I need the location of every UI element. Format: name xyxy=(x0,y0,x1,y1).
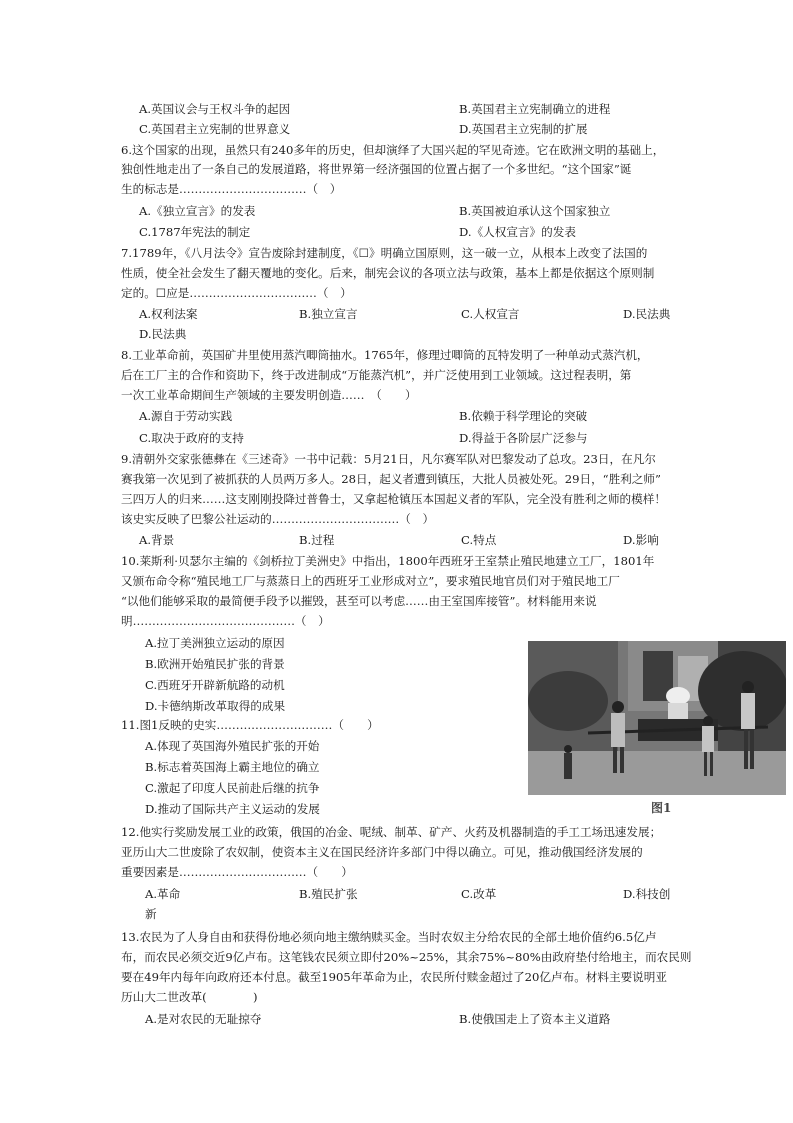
q7-option-d: D.民法典 xyxy=(623,307,671,321)
q10-stem-line3: “以他们能够采取的最简便手段予以摧毁，甚至可以考虑……由王室国库接管”。材料能用来说 xyxy=(121,594,597,608)
q9-stem-line4: 该史实反映了巴黎公社运动的……………………………（ ） xyxy=(121,512,435,526)
q10-option-d: D.卡德纳斯改革取得的成果 xyxy=(145,699,286,713)
q11-option-a: A.体现了英国海外殖民扩张的开始 xyxy=(145,739,320,753)
q10-stem-line4: 明……………………………………（ ） xyxy=(121,614,330,628)
q10-stem-line1: 10.莱斯利·贝瑟尔主编的《剑桥拉丁美洲史》中指出，1800年西班牙王室禁止殖民地建立工厂，1801年 xyxy=(121,554,655,568)
q12-stem-line2: 亚历山大二世废除了农奴制，使资本主义在国民经济许多部门中得以确立。可见，推动俄国经济发展的 xyxy=(121,845,643,859)
q8-option-a: A.源自于劳动实践 xyxy=(139,409,233,423)
q5-option-b: B.英国君主立宪制确立的进程 xyxy=(459,102,611,116)
q11-option-c: C.激起了印度人民前赴后继的抗争 xyxy=(145,781,320,795)
q7-stem-line3: 定的。☐应是……………………………（ ） xyxy=(121,286,352,300)
q5-option-c: C.英国君主立宪制的世界意义 xyxy=(139,122,291,136)
q6-stem-line1: 6.这个国家的出现，虽然只有240多年的历史，但却演绎了大国兴起的罕见奇迹。它在欧洲文明的基础上， xyxy=(121,143,665,157)
q10-stem-line2: 又颁布命令称“殖民地工厂与蒸蒸日上的西班牙工业形成对立”，要求殖民地官员们对于殖民地工厂 xyxy=(121,574,620,588)
q9-stem-line3: 三四万人的归来……这支刚刚投降过普鲁士，又拿起枪镇压本国起义者的军队，完全没有胜利之师的模样！ xyxy=(121,492,666,506)
q6-option-c: C.1787年宪法的制定 xyxy=(139,225,251,239)
q9-option-a: A.背景 xyxy=(139,533,175,547)
q11-option-d: D.推动了国际共产主义运动的发展 xyxy=(145,802,320,816)
q8-option-d: D.得益于各阶层广泛参与 xyxy=(459,431,588,445)
q5-option-a: A.英国议会与王权斗争的起因 xyxy=(139,102,291,116)
q6-stem-line2: 独创性地走出了一条自己的发展道路，将世界第一经济强国的位置占据了一个多世纪。“这个国家”诞 xyxy=(121,162,632,176)
q9-option-c: C.特点 xyxy=(461,533,497,547)
q7-stem-line1: 7.1789年，《八月法令》宣告废除封建制度，《☐》明确立国原则，这一破一立，从根本上改变了法国的 xyxy=(121,246,648,260)
q9-stem-line1: 9.清朝外交家张德彝在《三述奇》一书中记载：5月21日，凡尔赛军队对巴黎发动了总攻。23日，在凡尔 xyxy=(121,452,656,466)
q13-stem-line2: 布，而农民必须交近9亿卢布。这笔钱农民须立即付20%~25%，其余75%~80%由政府垫付给地主，而农民则 xyxy=(121,950,692,964)
q7-option-c: C.人权宣言 xyxy=(461,307,520,321)
figure1-caption: 图1 xyxy=(651,801,672,815)
q8-stem-line2: 后在工厂主的合作和资助下，终于改进制成“万能蒸汽机”，并广泛使用到工业领域。这过程表明，第 xyxy=(121,368,632,382)
q13-option-b: B.使俄国走上了资本主义道路 xyxy=(459,1012,611,1026)
q6-option-d: D.《人权宣言》的发表 xyxy=(459,225,576,239)
q12-stem-line3: 重要因素是……………………………（ ） xyxy=(121,865,353,879)
q6-stem-line3: 生的标志是……………………………（ ） xyxy=(121,182,342,196)
q8-stem-line1: 8.工业革命前，英国矿井里使用蒸汽唧筒抽水。1765年，修理过唧筒的瓦特发明了一种单动式蒸汽机， xyxy=(121,348,649,362)
q10-option-c: C.西班牙开辟新航路的动机 xyxy=(145,678,285,692)
q10-option-b: B.欧洲开始殖民扩张的背景 xyxy=(145,657,285,671)
q12-option-d-wrap: 新 xyxy=(145,907,157,921)
q13-stem-line1: 13.农民为了人身自由和获得份地必须向地主缴纳赎买金。当时农奴主分给农民的全部土地价值约6.5亿卢 xyxy=(121,930,657,944)
q9-option-b: B.过程 xyxy=(299,533,335,547)
q11-stem: 11.图1反映的史实…………………………（ ） xyxy=(121,718,379,732)
q9-option-d: D.影响 xyxy=(623,533,659,547)
q13-stem-line3: 要在49年内每年向政府还本付息。截至1905年革命为止，农民所付赎金超过了20亿卢布。材料主要说明亚 xyxy=(121,970,667,984)
q13-stem-line4: 历山大二世改革( ) xyxy=(121,990,258,1004)
q13-option-a: A.是对农民的无耻掠夺 xyxy=(145,1012,262,1026)
q7-stem-line2: 性质，使全社会发生了翻天覆地的变化。后来，制宪会议的各项立法与政策，基本上都是依据这个原则制 xyxy=(121,266,655,280)
q7-option-a: A.权利法案 xyxy=(139,307,198,321)
q7-option-b: B.独立宣言 xyxy=(299,307,358,321)
q12-option-a: A.革命 xyxy=(145,887,181,901)
q12-stem-line1: 12.他实行奖励发展工业的政策，俄国的冶金、呢绒、制革、矿产、火药及机器制造的手工工场迅速发展； xyxy=(121,825,662,839)
q7-option-d-wrap: D.民法典 xyxy=(139,327,187,341)
figure1-photo xyxy=(528,641,786,795)
q5-option-d: D.英国君主立宪制的扩展 xyxy=(459,122,588,136)
q6-option-b: B.英国被迫承认这个国家独立 xyxy=(459,204,611,218)
q8-option-b: B.依赖于科学理论的突破 xyxy=(459,409,588,423)
q8-option-c: C.取决于政府的支持 xyxy=(139,431,244,445)
q12-option-b: B.殖民扩张 xyxy=(299,887,358,901)
q6-option-a: A.《独立宣言》的发表 xyxy=(139,204,256,218)
q9-stem-line2: 赛我第一次见到了被抓获的人员两万多人。28日，起义者遭到镇压，大批人员被处死。29日，“胜利之师” xyxy=(121,472,661,486)
q12-option-c: C.改革 xyxy=(461,887,497,901)
q12-option-d: D.科技创 xyxy=(623,887,671,901)
q10-option-a: A.拉丁美洲独立运动的原因 xyxy=(145,636,285,650)
q11-option-b: B.标志着英国海上霸主地位的确立 xyxy=(145,760,320,774)
q8-stem-line3: 一次工业革命期间生产领域的主要发明创造…… （ ） xyxy=(121,388,417,402)
